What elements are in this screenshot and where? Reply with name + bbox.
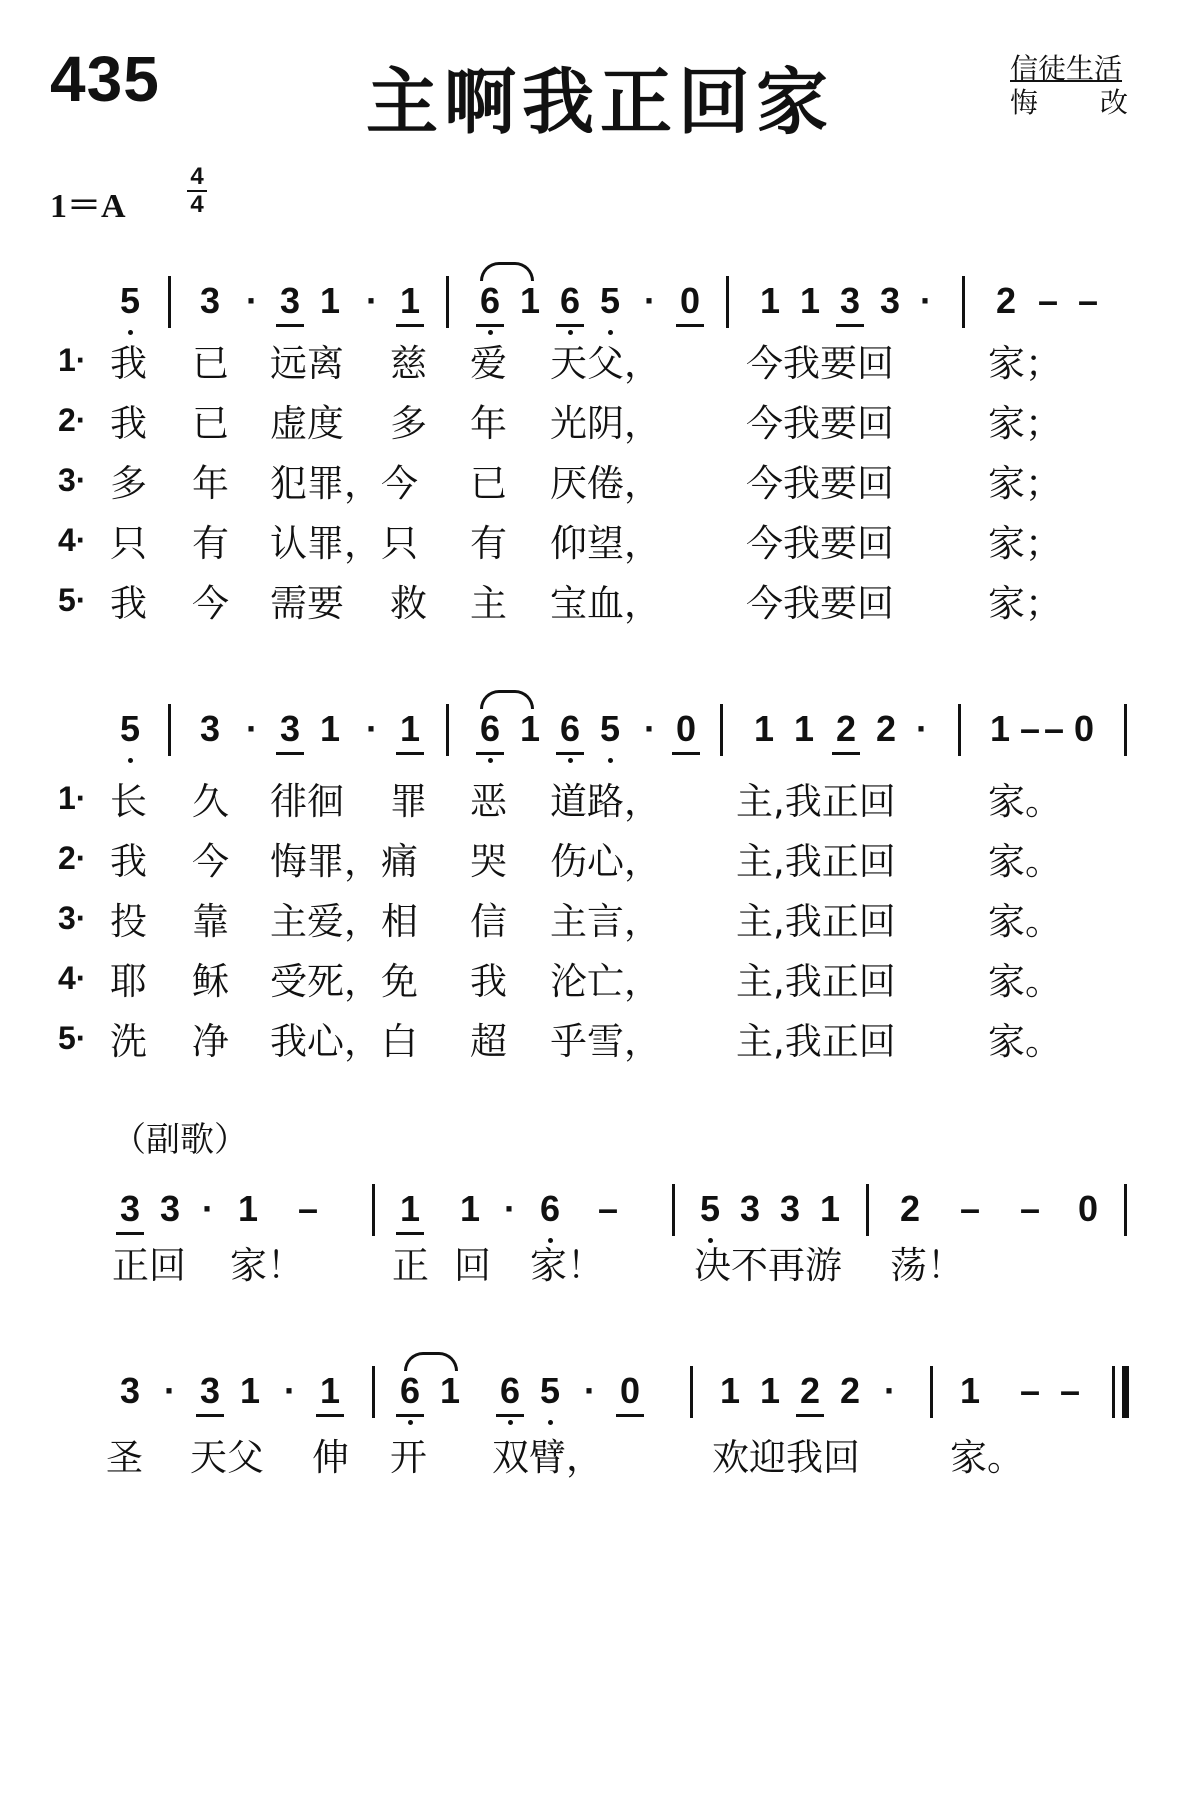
note: – [1037,280,1059,321]
lyric: 主爱，相 [270,900,418,943]
verse-line [0,400,1200,452]
verse-line [0,838,1200,890]
note: 2 [839,1370,861,1411]
barline [446,704,449,756]
barline [720,704,723,756]
lyric: 悔罪，痛 [270,840,418,883]
lyric: 超 [470,1020,507,1063]
lyric: 我 [470,960,507,1003]
lyric: 我 [110,402,147,445]
verse-number: 1· [58,780,87,816]
lyric: 受死，免 [270,960,418,1003]
time-sig-bottom: 4 [190,191,204,218]
chorus-line-1 [0,1242,1200,1294]
barline [930,1366,933,1418]
lyric: 决不再游 [694,1244,842,1287]
note: 3 [199,280,221,321]
lyric: 我 [110,582,147,625]
note: 3 [196,1368,224,1417]
note: 5 [596,278,624,324]
note: · [366,708,378,749]
lyric: 年 [470,402,507,445]
lyric: 道路， [550,780,661,823]
verse-line [0,778,1200,830]
lyric: 家。 [988,840,1062,883]
lyric: 稣 [192,960,229,1003]
note: 1 [396,1186,424,1235]
note: 1 [759,280,781,321]
lyric: 有 [192,522,229,565]
credits [1010,52,1150,120]
lyric: 多 [390,402,427,445]
lyric: 今我要回 [746,402,894,445]
note: 1 [316,1368,344,1417]
lyric: 投 [110,900,147,943]
note: · [284,1370,296,1411]
note: 6 [556,278,584,327]
lyric: 已 [192,342,229,385]
lyric: 爱 [470,342,507,385]
note: 5 [596,706,624,752]
verse-number: 2· [58,840,87,876]
note: · [366,280,378,321]
time-sig-top: 4 [190,163,204,190]
hymn-title: 主啊我正回家 [365,60,834,144]
note: 6 [476,278,504,327]
chorus-line-2 [0,1434,1200,1486]
lyric: 远离 [270,342,344,385]
credit-category: 悔改 [1010,86,1128,119]
lyric: 宝血， [550,582,661,625]
lyric: 主 [470,582,507,625]
lyric: 家！ [530,1244,604,1287]
lyric: 伸 [312,1436,349,1479]
note: 6 [476,706,504,755]
lyric: 家； [988,522,1062,565]
lyric: 犯罪，今 [270,462,418,505]
note: · [164,1370,176,1411]
lyric: 我 [110,840,147,883]
note: 3 [159,1188,181,1229]
lyric: 虚度 [270,402,344,445]
lyric: 正回 [112,1244,186,1287]
lyric: 慈 [390,342,427,385]
note: 1 [396,706,424,755]
lyric: 开 [390,1436,427,1479]
note: 1 [239,1370,261,1411]
lyric: 罪 [390,780,427,823]
lyric: 乎雪， [550,1020,661,1063]
note: 0 [672,706,700,755]
lyric: 今我要回 [746,342,894,385]
lyric: 有 [470,522,507,565]
barline [690,1366,693,1418]
note: 1 [319,708,341,749]
verse-line [0,580,1200,632]
lyric: 主,我正回 [736,780,896,823]
verse-number: 1· [58,342,87,378]
note: – [1059,1370,1081,1411]
lyric: 家。 [988,1020,1062,1063]
lyric: 今 [192,840,229,883]
note: 1 [799,280,821,321]
verse-line [0,958,1200,1010]
lyric: 伤心， [550,840,661,883]
verse-number: 2· [58,402,87,438]
final-barline-thin [1112,1366,1115,1418]
note: 3 [879,280,901,321]
note: 2 [899,1188,921,1229]
lyric: 沦亡， [550,960,661,1003]
barline [446,276,449,328]
credit-source: 信徒生活 [1010,52,1123,85]
note: 6 [396,1368,424,1417]
verse-number: 3· [58,462,87,498]
note: · [246,280,258,321]
note: 1 [793,708,815,749]
note: – [297,1188,319,1229]
note: 5 [116,278,144,324]
note: 1 [237,1188,259,1229]
hymn-number: 435 [50,43,160,115]
lyric: 家； [988,402,1062,445]
lyric: 信 [470,900,507,943]
verse-number: 5· [58,1020,87,1056]
verse-line [0,1018,1200,1070]
lyric: 主,我正回 [736,960,896,1003]
note: 2 [832,706,860,755]
lyric: 多 [110,462,147,505]
note: – [1019,1370,1041,1411]
lyric: 久 [192,780,229,823]
lyric: 今我要回 [746,462,894,505]
note: – [1019,1188,1041,1229]
note: 0 [1073,708,1095,749]
lyric: 家； [988,462,1062,505]
lyric: 已 [470,462,507,505]
note: 3 [836,278,864,327]
note: 5 [116,706,144,752]
note: 3 [199,708,221,749]
barline [372,1366,375,1418]
note: 0 [1077,1188,1099,1229]
barline [962,276,965,328]
verse-number: 3· [58,900,87,936]
note: · [504,1188,516,1229]
lyric: 认罪，只 [270,522,418,565]
lyric: 天父 [190,1436,264,1479]
note: – [959,1188,981,1229]
note: · [916,708,928,749]
lyric: 今我要回 [746,582,894,625]
note: 2 [875,708,897,749]
note: · [920,280,932,321]
verse-number: 5· [58,582,87,618]
lyric: 年 [192,462,229,505]
note: 1 [319,280,341,321]
note: 6 [536,1186,564,1232]
note: · [884,1370,896,1411]
lyric: 只 [110,522,147,565]
verse-line [0,340,1200,392]
note: – [1019,708,1041,749]
note: 5 [696,1186,724,1232]
lyric: 仰望， [550,522,661,565]
lyric: 家。 [988,960,1062,1003]
barline [1124,1184,1127,1236]
lyric: 今 [192,582,229,625]
lyric: 天父， [550,342,661,385]
note: 1 [519,708,541,749]
note: – [597,1188,619,1229]
verse-line [0,898,1200,950]
key-signature: 1＝A [50,188,126,225]
lyric: 主,我正回 [736,900,896,943]
note: 3 [276,278,304,327]
lyric: 徘徊 [270,780,344,823]
lyric: 洗 [110,1020,147,1063]
note: 6 [496,1368,524,1417]
note: 2 [995,280,1017,321]
lyric: 正 [392,1244,429,1287]
lyric: 靠 [192,900,229,943]
lyric: 今我要回 [746,522,894,565]
note: 1 [439,1370,461,1411]
lyric: 恶 [470,780,507,823]
note: · [584,1370,596,1411]
note: 1 [719,1370,741,1411]
lyric: 光阴， [550,402,661,445]
lyric: 厌倦， [550,462,661,505]
barline [168,276,171,328]
lyric: 家； [988,582,1062,625]
note: 5 [536,1368,564,1414]
note: 6 [556,706,584,755]
note: 3 [116,1186,144,1235]
barline [672,1184,675,1236]
notation-row-2 [0,706,1200,786]
lyric: 已 [192,402,229,445]
lyric: 双臂， [492,1436,603,1479]
note: · [202,1188,214,1229]
lyric: 家！ [230,1244,304,1287]
note: 1 [819,1188,841,1229]
note: 2 [796,1368,824,1417]
note: 3 [779,1188,801,1229]
lyric: 家。 [988,780,1062,823]
note: · [644,280,656,321]
lyric: 长 [110,780,147,823]
note: 1 [459,1188,481,1229]
note: 1 [519,280,541,321]
verse-line [0,520,1200,572]
lyric: 主,我正回 [736,1020,896,1063]
barline [372,1184,375,1236]
barline [168,704,171,756]
note: 1 [989,708,1011,749]
note: 3 [739,1188,761,1229]
note: 0 [676,278,704,327]
note: 3 [276,706,304,755]
lyric: 我心，白 [270,1020,418,1063]
barline [726,276,729,328]
barline [866,1184,869,1236]
note: · [644,708,656,749]
lyric: 欢迎我回 [712,1436,860,1479]
verse-number: 4· [58,960,87,996]
note: 1 [753,708,775,749]
note: 0 [616,1368,644,1417]
barline [1124,704,1127,756]
lyric: 耶 [110,960,147,1003]
lyric: 圣 [106,1436,143,1479]
lyric: 荡！ [890,1244,964,1287]
lyric: 家。 [950,1436,1024,1479]
lyric: 主言， [550,900,661,943]
lyric: 需要 [270,582,344,625]
lyric: 回 [454,1244,491,1287]
lyric: 我 [110,342,147,385]
note: 1 [759,1370,781,1411]
lyric: 主,我正回 [736,840,896,883]
chorus-label: （副歌） [112,1120,248,1160]
lyric: 救 [390,582,427,625]
lyric: 哭 [470,840,507,883]
note: 3 [119,1370,141,1411]
time-signature [186,164,208,218]
note: – [1043,708,1065,749]
final-barline-thick [1122,1366,1129,1418]
note: 1 [396,278,424,327]
note: · [246,708,258,749]
lyric: 家； [988,342,1062,385]
lyric: 净 [192,1020,229,1063]
verse-line [0,460,1200,512]
lyric: 家。 [988,900,1062,943]
note: 1 [959,1370,981,1411]
verse-number: 4· [58,522,87,558]
barline [958,704,961,756]
note: – [1077,280,1099,321]
